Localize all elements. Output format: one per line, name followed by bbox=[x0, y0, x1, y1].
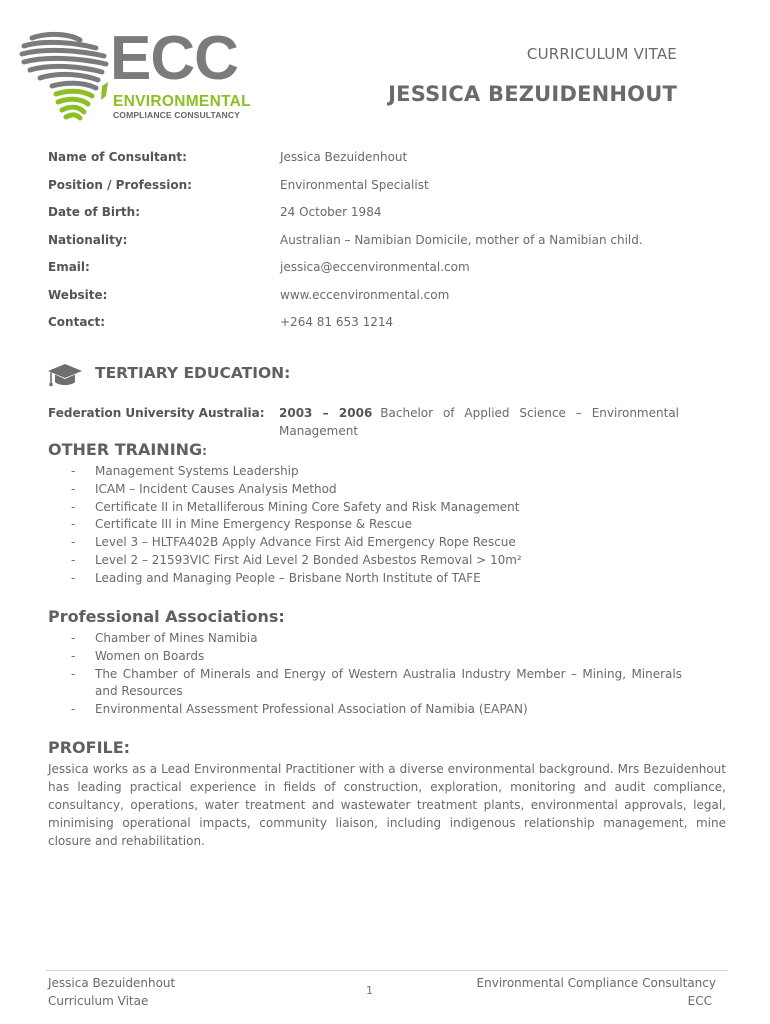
associations-list bbox=[48, 630, 682, 719]
profile-heading: PROFILE: bbox=[48, 738, 131, 757]
detail-row-email bbox=[48, 260, 688, 288]
detail-row-nationality bbox=[48, 233, 688, 261]
education-detail bbox=[279, 404, 679, 440]
footer-author: Jessica Bezuidenhout bbox=[48, 976, 176, 990]
training-list bbox=[48, 463, 688, 588]
detail-row-position bbox=[48, 178, 688, 206]
detail-label: Nationality: bbox=[48, 232, 128, 247]
logo-wordmark: ECC bbox=[110, 24, 238, 93]
detail-value: Environmental Specialist bbox=[280, 177, 429, 192]
footer-doc-type: Curriculum Vitae bbox=[48, 994, 149, 1008]
logo-environmental: ENVIRONMENTAL bbox=[113, 93, 251, 110]
list-item: - The Chamber of Minerals and Energy of Western Australia Industry Member – Mining, Minerals and Resources bbox=[71, 666, 682, 699]
footer-divider bbox=[46, 970, 728, 971]
detail-label: Name of Consultant: bbox=[48, 150, 187, 164]
candidate-name-title: JESSICA BEZUIDENHOUT bbox=[388, 82, 677, 106]
detail-value: 24 October 1984 bbox=[280, 205, 382, 219]
detail-value: Australian – Namibian Domicile, mother of a Namibian child. bbox=[280, 232, 643, 247]
logo-compliance-consultancy: COMPLIANCE CONSULTANCY bbox=[113, 110, 240, 120]
profile-paragraph: Jessica works as a Lead Environmental Practitioner with a diverse environmental background. Mrs Bezuidenhout has leading practical experience in fields of construction, exploration, monitoring and audit compliance, consultancy, operations, water treatment and wastewater treatment plants, environmental approvals, legal, minimising operational impacts, community liaison, including indigenous relationship management, mine closure and rehabilitation. bbox=[48, 762, 726, 848]
detail-value: Jessica Bezuidenhout bbox=[280, 150, 408, 164]
institution: Federation University Australia: bbox=[48, 406, 265, 420]
detail-row-contact bbox=[48, 315, 688, 343]
list-item: - Level 2 – 21593VIC First Aid Level 2 Bonded Asbestos Removal > 10m² bbox=[71, 552, 522, 567]
list-item: - Management Systems Leadership bbox=[71, 464, 299, 478]
list-item: - Chamber of Mines Namibia bbox=[71, 631, 258, 645]
list-item: - Certificate III in Mine Emergency Response & Rescue bbox=[71, 517, 412, 532]
list-item: - Certificate II in Metalliferous Mining Core Safety and Risk Management bbox=[71, 499, 520, 514]
detail-label: Date of Birth: bbox=[48, 205, 141, 219]
heading-colon: : bbox=[202, 444, 207, 458]
list-item: - Women on Boards bbox=[71, 648, 205, 663]
personal-details bbox=[48, 150, 688, 343]
footer-company-short: ECC bbox=[687, 994, 712, 1008]
africa-map-icon bbox=[18, 26, 114, 122]
page-number: 1 bbox=[366, 984, 373, 997]
detail-label: Contact: bbox=[48, 315, 106, 329]
section-heading: OTHER TRAINING bbox=[48, 440, 203, 459]
list-item: - Environmental Assessment Professional Association of Namibia (EAPAN) bbox=[71, 702, 528, 717]
footer-company: Environmental Compliance Consultancy bbox=[476, 976, 716, 990]
email-link[interactable]: jessica@eccenvironmental.com bbox=[280, 260, 470, 274]
education-years: 2003 – 2006 bbox=[279, 406, 373, 420]
ecc-logo bbox=[18, 26, 270, 122]
graduation-cap-icon bbox=[46, 362, 84, 390]
section-heading: TERTIARY EDUCATION: bbox=[95, 364, 291, 382]
list-item: - Level 3 – HLTFA402B Apply Advance First Aid Emergency Rope Rescue bbox=[71, 535, 516, 550]
degree: Bachelor of Applied Science – Environmental Management bbox=[279, 406, 680, 438]
detail-label: Website: bbox=[48, 287, 108, 302]
list-item: - ICAM – Incident Causes Analysis Method bbox=[71, 481, 337, 496]
detail-label: Position / Profession: bbox=[48, 177, 192, 192]
website-link[interactable]: www.eccenvironmental.com bbox=[280, 287, 450, 302]
detail-value: +264 81 653 1214 bbox=[280, 315, 394, 329]
document-type: CURRICULUM VITAE bbox=[526, 45, 677, 63]
detail-row-dob bbox=[48, 205, 688, 233]
detail-label: Email: bbox=[48, 260, 90, 274]
list-item: - Leading and Managing People – Brisbane North Institute of TAFE bbox=[71, 570, 481, 585]
associations-heading: Professional Associations: bbox=[48, 607, 285, 626]
detail-row-website bbox=[48, 288, 688, 316]
other-training-heading bbox=[48, 440, 207, 459]
detail-row-name bbox=[48, 150, 688, 178]
